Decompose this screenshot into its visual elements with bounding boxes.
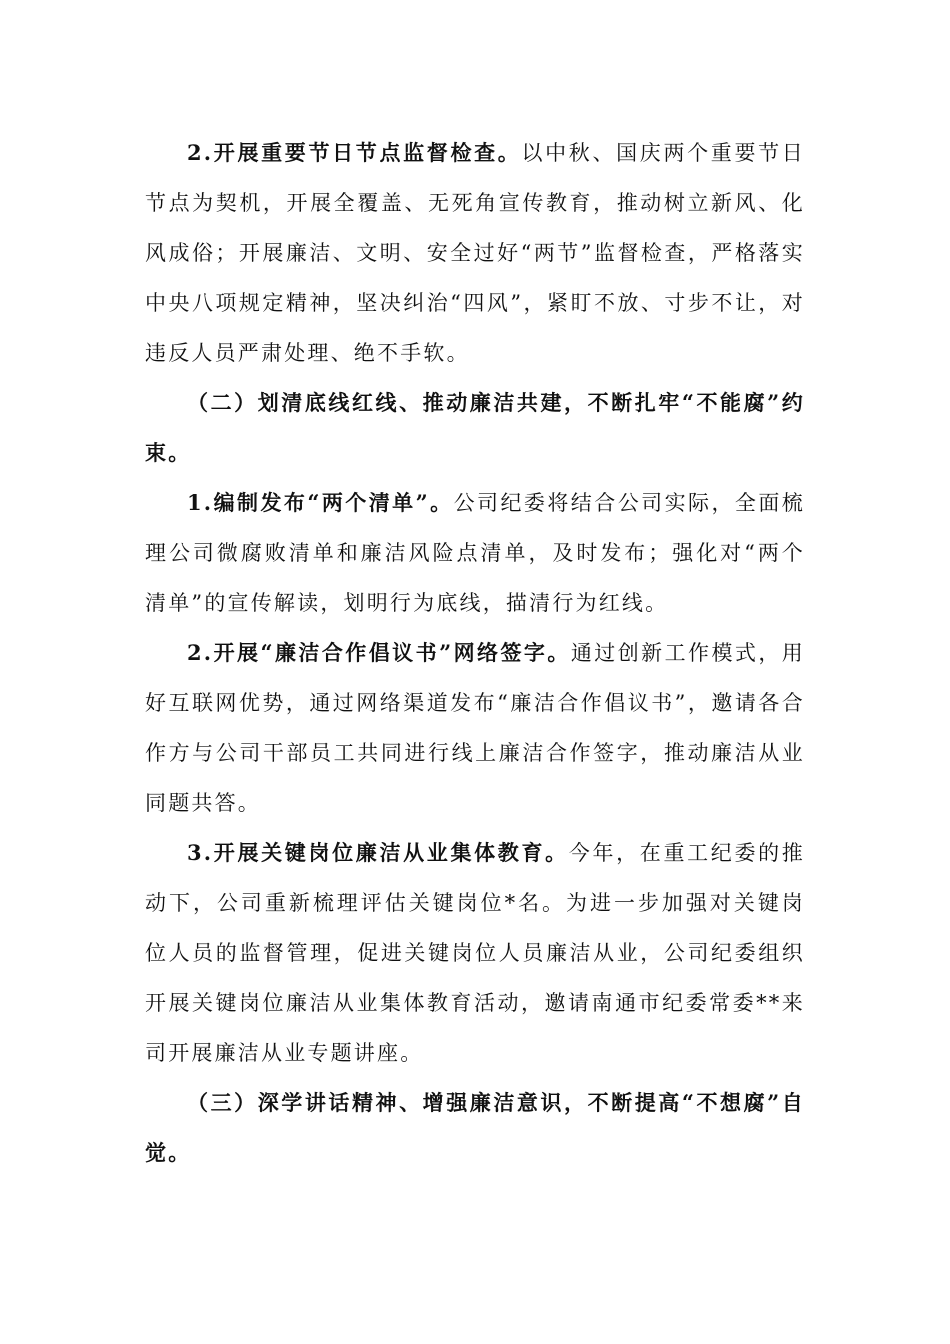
- item-body: 公司纪委将结合公司实际，全面梳理公司微腐败清单和廉洁风险点清单，及时发布；强化对“两个清单”的宣传解读，划明行为底线，描清行为红线。: [145, 491, 805, 615]
- section-heading-3: （三）深学讲话精神、增强廉洁意识，不断提高“不想腐”自觉。: [145, 1090, 805, 1165]
- item-lead: 2.开展“廉洁合作倡议书”网络签字。: [187, 640, 571, 665]
- paragraph-online-signing: [145, 628, 805, 828]
- item-lead: 1.编制发布“两个清单”。: [187, 490, 454, 515]
- item-body: 今年，在重工纪委的推动下，公司重新梳理评估关键岗位*名。为进一步加强对关键岗位人员的监督管理，促进关键岗位人员廉洁从业，公司纪委组织开展关键岗位廉洁从业集体教育活动，邀请南通市纪委常委**来司开展廉洁从业专题讲座。: [145, 841, 805, 1065]
- paragraph-key-post-education: [145, 828, 805, 1078]
- section-heading-2: （二）划清底线红线、推动廉洁共建，不断扎牢“不能腐”约束。: [145, 390, 805, 465]
- document-page: [145, 128, 805, 1178]
- paragraph-two-lists: [145, 478, 805, 628]
- paragraph-festival-inspection: [145, 128, 805, 378]
- item-lead: 2.开展重要节日节点监督检查。: [187, 140, 522, 165]
- item-lead: 3.开展关键岗位廉洁从业集体教育。: [187, 840, 569, 865]
- item-body: 以中秋、国庆两个重要节日节点为契机，开展全覆盖、无死角宣传教育，推动树立新风、化风成俗；开展廉洁、文明、安全过好“两节”监督检查，严格落实中央八项规定精神，坚决纠治“四风”，紧盯不放、寸步不让，对违反人员严肃处理、绝不手软。: [145, 141, 806, 365]
- item-body: 通过创新工作模式，用好互联网优势，通过网络渠道发布“廉洁合作倡议书”，邀请各合作方与公司干部员工共同进行线上廉洁合作签字，推动廉洁从业同题共答。: [145, 641, 805, 815]
